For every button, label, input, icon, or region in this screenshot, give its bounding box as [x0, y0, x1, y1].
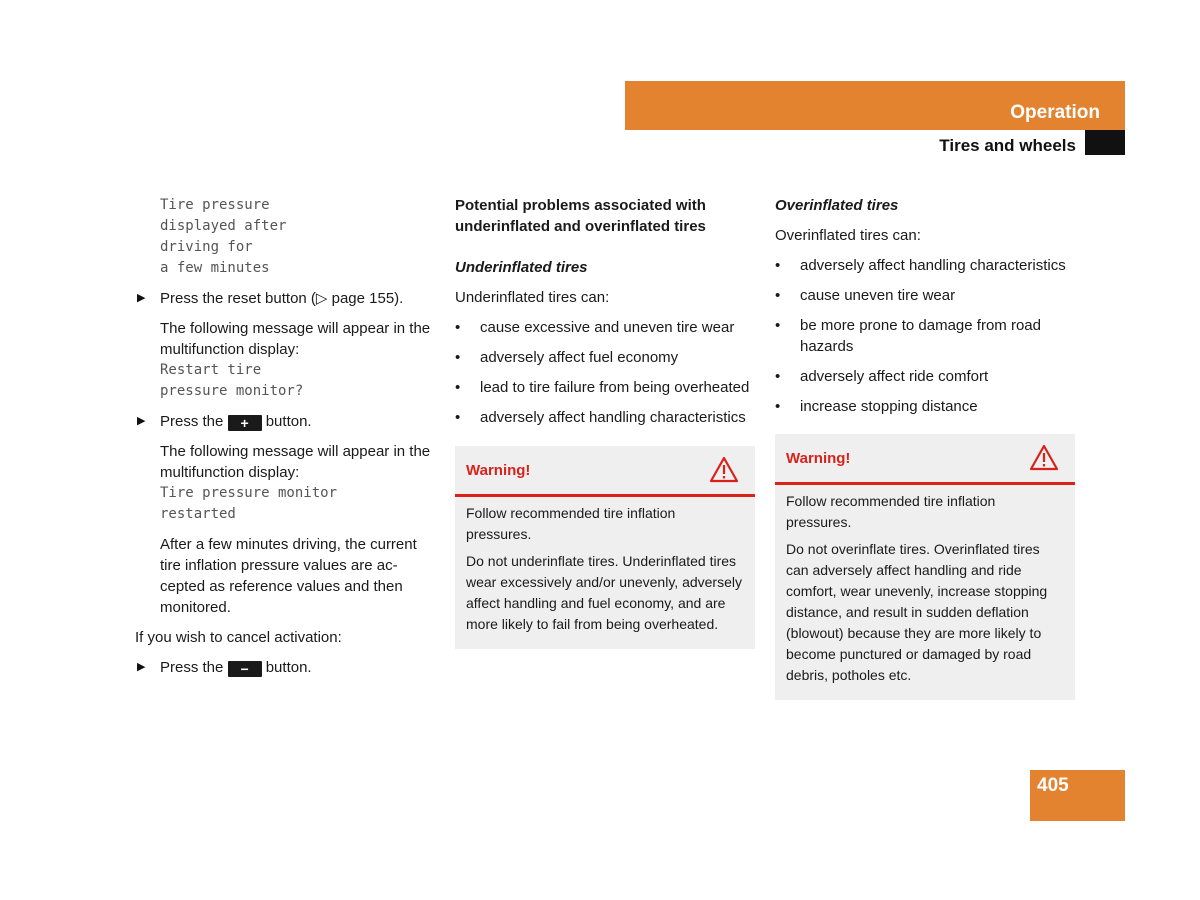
- list-item: [775, 255, 1075, 276]
- bullet-list: [775, 255, 1075, 417]
- warning-header: [775, 434, 1075, 485]
- page-number-box: [1030, 770, 1125, 821]
- list-item-text: adversely affect handling characteristics: [800, 257, 1066, 274]
- list-item: [775, 366, 1075, 387]
- warning-text: Do not overinflate tires. Overinflated tires can adversely affect handling and ride comfort, wear unevenly, increase stopping distance, and result in sudden deflation (blowout) because they are more likely to become punctured or damaged by road debris, potholes etc.: [786, 541, 1048, 683]
- display-line: displayed after: [160, 218, 287, 234]
- list-item: [455, 407, 755, 428]
- list-item: [775, 396, 1075, 417]
- warning-label: Warning!: [466, 462, 531, 479]
- list-item-text: adversely affect ride comfort: [800, 368, 989, 385]
- intro-text: Underinflated tires can:: [455, 289, 610, 306]
- display-line: restarted: [160, 506, 236, 522]
- message-intro-block: [135, 318, 435, 402]
- message-intro: The following message will appear in the multifunction display:: [160, 443, 431, 481]
- column-left: [135, 195, 435, 687]
- warning-triangle-icon: [709, 456, 739, 489]
- list-item: [775, 315, 1075, 357]
- warning-box: [455, 446, 755, 649]
- subheading-overinflated: Overinflated tires: [775, 197, 899, 214]
- page-number: 405: [1037, 775, 1069, 796]
- bullet-dot: •: [455, 319, 461, 336]
- bullet-dot: •: [455, 349, 461, 366]
- bullet-dot: •: [775, 398, 781, 415]
- message-intro: The following message will appear in the multifunction display:: [160, 320, 431, 358]
- display-line: Tire pressure: [160, 197, 270, 213]
- bullet-dot: •: [775, 368, 781, 385]
- list-item: [455, 317, 755, 338]
- warning-body: [775, 485, 1075, 686]
- warning-text: Follow recommended tire inflation pressures.: [466, 505, 676, 542]
- list-item-text: be more prone to damage from road hazards: [800, 317, 1041, 355]
- warning-text: Do not underinflate tires. Underinflated tires wear excessively and/or unevenly, adversely affect handling and fuel economy, and are more likely to fail from being overheated.: [466, 553, 742, 632]
- display-line: a few minutes: [160, 260, 270, 276]
- list-item: [455, 377, 755, 398]
- section-header-bar: [625, 81, 1125, 130]
- instruction-step: [135, 288, 435, 309]
- list-item-text: cause uneven tire wear: [800, 287, 956, 304]
- step-text: Press the reset button (▷ page 155).: [160, 290, 404, 307]
- bullet-list: [455, 317, 755, 428]
- plus-button-icon: +: [228, 415, 262, 431]
- step-text-suffix: button.: [265, 659, 312, 676]
- section-title: Operation: [1010, 102, 1100, 123]
- list-item: [775, 285, 1075, 306]
- bullet-dot: •: [775, 317, 781, 334]
- display-line: Restart tire: [160, 362, 262, 378]
- list-item-text: adversely affect fuel economy: [480, 349, 679, 366]
- bullet-dot: •: [775, 257, 781, 274]
- instruction-step: [135, 411, 435, 432]
- list-item-text: increase stopping distance: [800, 398, 978, 415]
- warning-label: Warning!: [786, 450, 851, 467]
- display-line: pressure monitor?: [160, 383, 304, 399]
- right-triangle-icon: ▶: [137, 415, 146, 427]
- warning-box: [775, 434, 1075, 700]
- display-line: Tire pressure monitor: [160, 485, 338, 501]
- step-text-prefix: Press the: [160, 413, 224, 430]
- bullet-dot: •: [455, 409, 461, 426]
- column-right: [775, 195, 1075, 700]
- subsection-title: Tires and wheels: [939, 136, 1076, 155]
- warning-body: [455, 497, 755, 635]
- bullet-dot: •: [775, 287, 781, 304]
- intro-text: Overinflated tires can:: [775, 227, 921, 244]
- step-text-prefix: Press the: [160, 659, 224, 676]
- subheading-underinflated: Underinflated tires: [455, 259, 588, 276]
- instruction-step: [135, 657, 435, 678]
- right-triangle-icon: ▶: [137, 292, 146, 304]
- list-item: [455, 347, 755, 368]
- message-intro-block: [135, 441, 435, 525]
- right-triangle-icon: ▶: [137, 661, 146, 673]
- section-tab-marker: [1085, 130, 1125, 155]
- list-item-text: cause excessive and uneven tire wear: [480, 319, 735, 336]
- paragraph-reference-values: After a few minutes driving, the current tire inflation pressure values are ac-cepted as reference values and then monitored.: [160, 536, 417, 616]
- paragraph-cancel: If you wish to cancel activation:: [135, 629, 342, 646]
- display-message-block: [135, 195, 435, 279]
- minus-button-icon: −: [228, 661, 262, 677]
- step-text-suffix: button.: [265, 413, 312, 430]
- display-line: driving for: [160, 239, 253, 255]
- list-item-text: lead to tire failure from being overheated: [480, 379, 750, 396]
- warning-text: Follow recommended tire inflation pressures.: [786, 493, 996, 530]
- section-heading: Potential problems associated with underinflated and overinflated tires: [455, 197, 706, 235]
- column-middle: [455, 195, 755, 649]
- list-item-text: adversely affect handling characteristics: [480, 409, 746, 426]
- bullet-dot: •: [455, 379, 461, 396]
- warning-triangle-icon: [1029, 444, 1059, 477]
- warning-header: [455, 446, 755, 497]
